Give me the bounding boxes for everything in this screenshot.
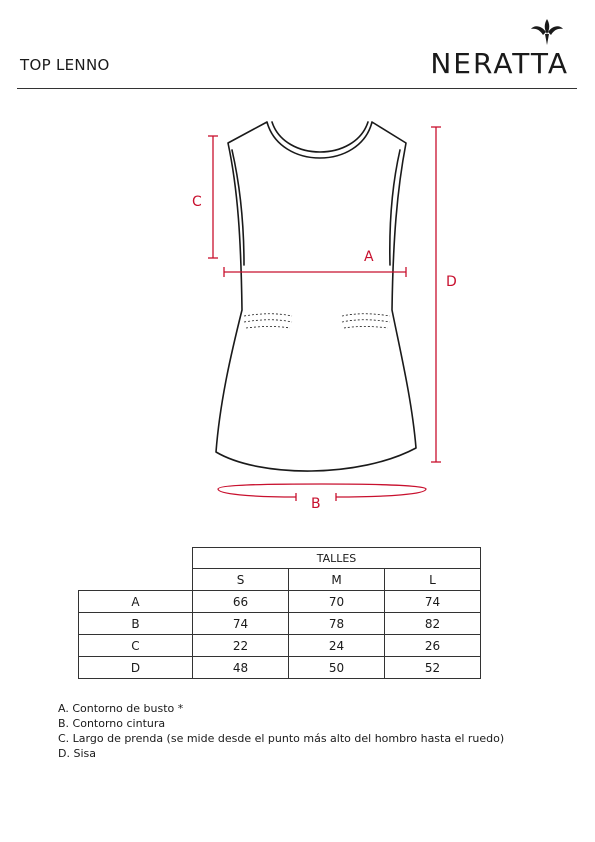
table-row [79, 635, 481, 657]
size-col-m: M [289, 569, 385, 591]
right-waist-stitch-2 [342, 320, 390, 322]
label-a: A [364, 249, 374, 265]
measurement-legend [58, 701, 504, 761]
table-cell: 24 [289, 635, 385, 657]
label-c: C [192, 194, 202, 210]
table-row [79, 657, 481, 679]
table-cell: 48 [193, 657, 289, 679]
table-row [79, 613, 481, 635]
table-cell: 26 [385, 635, 481, 657]
legend-item-a: A. Contorno de busto * [58, 702, 184, 715]
left-waist-stitch-3 [246, 327, 290, 329]
measure-b-ellipse [218, 484, 426, 497]
sizes-header: TALLES [193, 548, 481, 569]
table-cell: 22 [193, 635, 289, 657]
table-row [79, 591, 481, 613]
legend-item-d: D. Sisa [58, 747, 96, 760]
size-table [78, 547, 481, 679]
table-cell: 74 [193, 613, 289, 635]
legend-item-c: C. Largo de prenda (se mide desde el punto más alto del hombro hasta el ruedo) [58, 732, 505, 745]
right-waist-stitch-3 [344, 327, 388, 329]
brand-name: NERATTA [430, 47, 569, 80]
size-col-l: L [385, 569, 481, 591]
label-b: B [311, 496, 321, 512]
label-d: D [446, 274, 457, 290]
product-title: TOP LENNO [20, 56, 110, 74]
legend-item-b: B. Contorno cintura [58, 717, 166, 730]
table-cell: 78 [289, 613, 385, 635]
table-cell: 70 [289, 591, 385, 613]
table-cell: 52 [385, 657, 481, 679]
garment-outline [216, 122, 416, 471]
table-cell: 82 [385, 613, 481, 635]
row-label: C [79, 635, 193, 657]
table-cell: 66 [193, 591, 289, 613]
row-label: B [79, 613, 193, 635]
size-col-s: S [193, 569, 289, 591]
left-waist-stitch-1 [244, 314, 292, 316]
row-label: D [79, 657, 193, 679]
left-waist-stitch-2 [244, 320, 292, 322]
right-waist-stitch-1 [342, 314, 390, 316]
table-cell: 74 [385, 591, 481, 613]
row-label: A [79, 591, 193, 613]
table-cell: 50 [289, 657, 385, 679]
